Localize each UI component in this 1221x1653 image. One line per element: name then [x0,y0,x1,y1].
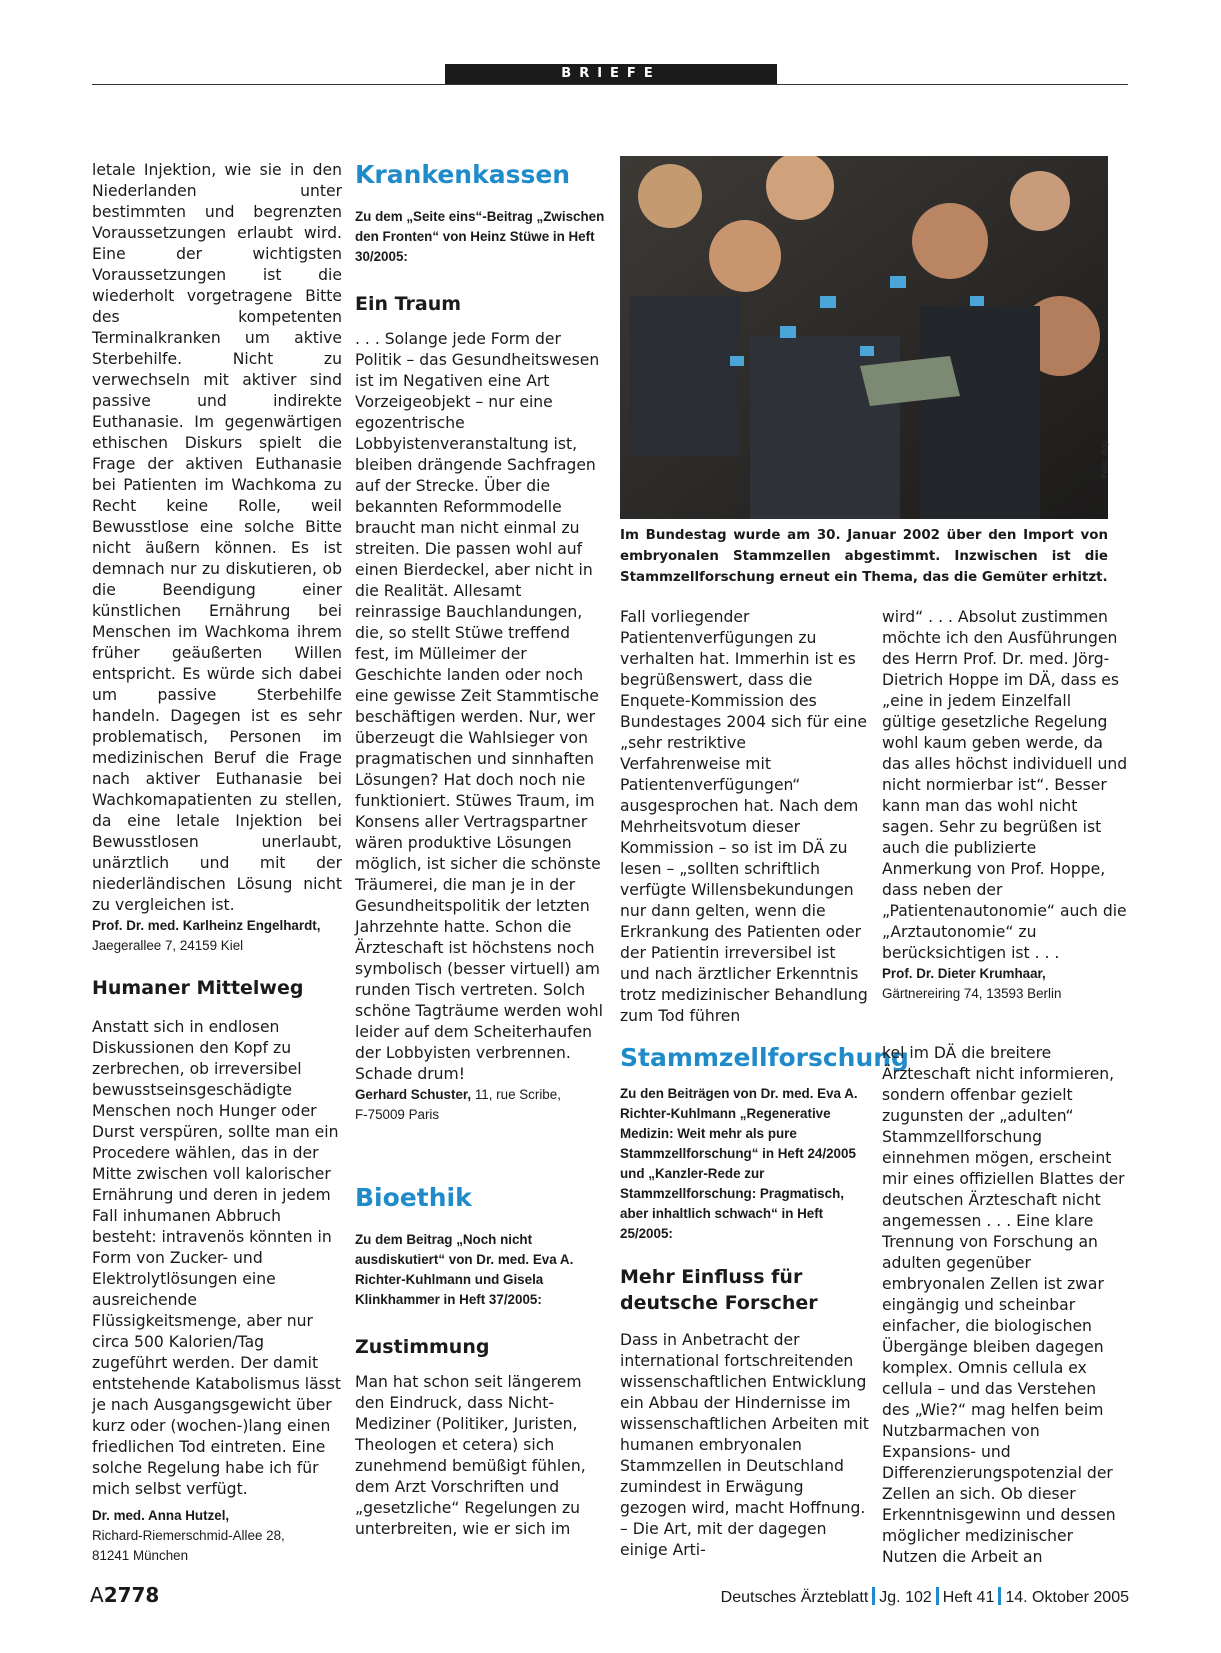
letter-text-traum: . . . Solange jede Form der Politik – das Gesundheitswesen ist im Negativen eine Art Vorzeigeobjekt – nur eine egozentrische Lobbyistenveranstaltung ist, bleiben drängende Sachfragen auf der Strecke. Über die bekannten Reformmodelle braucht man nicht einmal zu streiten. Die passen wohl auf einen Bierdeckel, aber nicht in die Realität. Allesamt reinrassige Bauchlandungen, die, so stellt Stüwe treffend fest, im Mülleimer der Geschichte landen oder noch eine gewisse Zeit Stammtische beschäftigen werden. Nur, wer überzeugt die Wahlsieger von pragmatischen und sinnhaften Lösungen? Hat doch noch nie funktioniert. Stüwes Traum, im Konsens aller Vertragspartner wären produktive Lösungen möglich, ist sicher die schönste Träumerei, die man je in der Gesundheitspolitik der letzten Jahrzehnte hatte. Schon die Ärzteschaft ist höchstens noch symbolisch (besser virtuell) am runden Tisch vertreten. Solch schöne Tagträume werden wohl leider auf dem Scheiterhaufen der Lobbyisten verbrennen. Schade drum! [355,330,603,1083]
letter-text-euthanasie: letale Injektion, wie sie in den Niederlanden unter bestimmten und begrenzten Voraussetzungen erlaubt wird. Eine der wichtigsten Voraussetzungen ist die wiederholt vorgetragene Bitte des kompetenten Terminalkranken um aktive Sterbehilfe. Nicht zu verwechseln mit aktiver sind passive und indirekte Euthanasie. Im gegenwärtigen ethischen Diskurs spielt die Frage der aktiven Euthanasie bei Patienten im Wachkoma zu Recht keine Rolle, weil Bewusstlose eine solche Bitte nicht äußern können. Es ist demnach nur zu diskutieren, ob die Beendigung einer künstlichen Ernährung bei Menschen im Wachkoma ihrem früher geäußerten Willen entspricht. Es würde sich dabei um passive Sterbehilfe handeln. Dagegen ist es sehr problematisch, Personen im medizinischen Beruf die Frage nach aktiver Euthanasie bei Wachkomapatienten zu stellen, da eine letale Injektion bei Bewusstlosen unerlaubt, unärztlich und mit der niederländischen Lösung nicht zu vergleichen ist. [92,161,342,914]
subhead-ein-traum: Ein Traum [355,293,462,315]
photo-image [620,156,1108,519]
letter-address: Richard-Riemerschmid-Allee 28, 81241 München [92,1528,285,1563]
letter-address: Gärtnereiring 74, 13593 Berlin [882,986,1062,1001]
letter-author: Prof. Dr. med. Karlheinz Engelhardt, [92,918,321,933]
letter-address: 11, rue Scribe, [471,1087,561,1102]
section-label: BRIEFE [445,64,777,84]
journal-name: Deutsches Ärzteblatt [720,1589,869,1606]
journal-date: 14. Oktober 2005 [1005,1589,1129,1606]
column-1-lower [92,975,342,1566]
column-3-lower [620,1043,909,1561]
letter-text-stammzellen: kel im DÄ die breitere Ärzteschaft nicht informieren, sondern offenbar gezielt zugunsten der „adulten“ Stammzellforschung einnehmen mögen, erscheint mir eines offiziellen Blattes der deutschen Ärzteschaft nicht angemessen . . . Eine klare Trennung von Forschung an adulten gegenüber embryonalen Zellen ist zwar eingängig und scheinbar einfacher, die biologischen Übergänge bleiben dagegen komplex. Omnis cellula ex cellula – und das Verstehen des „Wie?“ mag helfen beim Nutzbarmachen von Expansions- und Differenzierungspotenzial der Zellen an sich. Ob dieser Erkenntnisgewinn und dessen möglicher medizinischer Nutzen die Arbeit an [882,1044,1125,1566]
subhead-humaner-mittelweg: Humaner Mittelweg [92,977,304,999]
letter-address: F-75009 Paris [355,1107,440,1122]
column-1 [92,160,342,956]
separator [998,1587,1001,1605]
separator [872,1587,875,1605]
column-2 [355,160,605,1125]
page-number [90,1583,159,1607]
section-title-stammzellforschung: Stammzellforschung [620,1043,909,1072]
photo-credit: Foto: ddp [1100,440,1109,478]
column-2-lower [355,1183,605,1540]
letter-text-patientenverfuegung: Fall vorliegender Patientenverfügungen zu verhalten hat. Immerhin ist es begrüßenswert, dass die Enquete-Kommission des Bundestages 2004 sich für eine „sehr restriktive Verfahrenweise mit Patientenverfügungen“ ausgesprochen hat. Nach dem Mehrheitsvotum dieser Kommission – so ist im DÄ zu lesen – „sollten schriftlich verfügte Willensbekundungen nur dann gelten, wenn die Erkrankung des Patienten oder der Patientin irreversibel ist und nach ärztlicher Erkenntnis trotz medizinischer Behandlung zum Tod führen [620,608,868,1025]
letter-address: Jaegerallee 7, 24159 Kiel [92,938,244,953]
letter-author: Dr. med. Anna Hutzel, [92,1508,230,1523]
letter-text-zustimmung: Man hat schon seit längerem den Eindruck, dass Nicht-Mediziner (Politiker, Juristen, Theologen et cetera) sich zunehmend bemüßigt fühlen, dem Arzt Vorschriften und „gesetzliche“ Regelungen zu unterbreiten, wie er sich im [355,1373,586,1538]
letter-text-autonomie: wird“ . . . Absolut zustimmen möchte ich den Ausführungen des Herrn Prof. Dr. med. Jörg-Dietrich Hoppe im DÄ, dass es „eine in jedem Einzelfall gültige gesetzliche Regelung wohl kaum geben werde, da das alles höchst individuell und nicht normierbar ist“. Besser kann man das wohl nicht sagen. Sehr zu begrüßen ist auch die publizierte Anmerkung von Prof. Hoppe, dass neben der „Patientenautonomie“ auch die „Arztautonomie“ zu berücksichtigen ist . . . [882,608,1128,962]
column-4 [882,607,1128,1004]
letter-signature [355,1085,605,1105]
separator [936,1587,939,1605]
subhead-zustimmung: Zustimmung [355,1336,490,1358]
subhead-mehr-einfluss: Mehr Einfluss für deutsche Forscher [620,1266,818,1314]
journal-volume: Jg. 102 [879,1589,932,1606]
section-title-krankenkassen: Krankenkassen [355,160,571,189]
caption-text: Im Bundestag wurde am 30. Januar 2002 über den Import von embryonalen Stammzellen abgestimmt. Inzwischen ist die Stammzellforschung erneut ein Thema, das die Gemüter erhitzt. [620,528,1108,585]
letter-text-mittelweg: Anstatt sich in endlosen Diskussionen den Kopf zu zerbrechen, ob irreversibel bewusstseinsgeschädigte Menschen noch Hunger oder Durst verspüren, sollte man ein Procedere wählen, das in der Mitte zwischen voll kalorischer Ernährung und deren in jedem Fall inhumanen Abbruch besteht: intravenös könnten in Form von Zucker- und Elektrolytlösungen eine ausreichende Flüssigkeitsmenge, aber nur circa 500 Kalorien/Tag zugeführt werden. Der damit entstehende Katabolismus lässt je nach Ausgangsgewicht über kurz oder (wochen-)lang einen friedlichen Tod eintreten. Eine solche Regelung habe ich für mich selbst verfügt. [92,1018,342,1498]
letter-intro: Zu den Beiträgen von Dr. med. Eva A. Richter-Kuhlmann „Regenerative Medizin: Weit mehr als pure Stammzellforschung“ in Heft 24/2005 und „Kanzler-Rede zur Stammzellforschung: Pragmatisch, aber inhaltlich schwach“ in Heft 25/2005: [620,1086,858,1241]
column-3 [620,607,870,1027]
photo-bundestag-vote [620,156,1108,519]
journal-issue: Heft 41 [942,1589,995,1606]
letter-author: Gerhard Schuster, [355,1087,472,1102]
section-title-bioethik: Bioethik [355,1183,472,1212]
page-number-value: 2778 [103,1583,160,1607]
letter-author: Prof. Dr. Dieter Krumhaar, [882,966,1046,981]
column-4-lower [882,1043,1128,1568]
letter-text-forscher: Dass in Anbetracht der international fortschreitenden wissenschaftlichen Entwicklung ein Abbau der Hindernisse im wissenschaftlichen Arbeiten mit humanen embryonalen Stammzellen in Deutschland zumindest in Erwägung gezogen wird, macht Hoffnung. – Die Art, mit der dagegen einige Arti- [620,1331,869,1559]
letter-intro: Zu dem „Seite eins“-Beitrag „Zwischen den Fronten“ von Heinz Stüwe in Heft 30/2005: [355,209,605,264]
letter-intro: Zu dem Beitrag „Noch nicht ausdiskutiert“ von Dr. med. Eva A. Richter-Kuhlmann und Gisela Klinkhammer in Heft 37/2005: [355,1232,574,1307]
page-prefix: A [90,1583,104,1607]
header-rule [92,84,1128,85]
journal-info [721,1587,1129,1607]
photo-caption [620,525,1108,588]
